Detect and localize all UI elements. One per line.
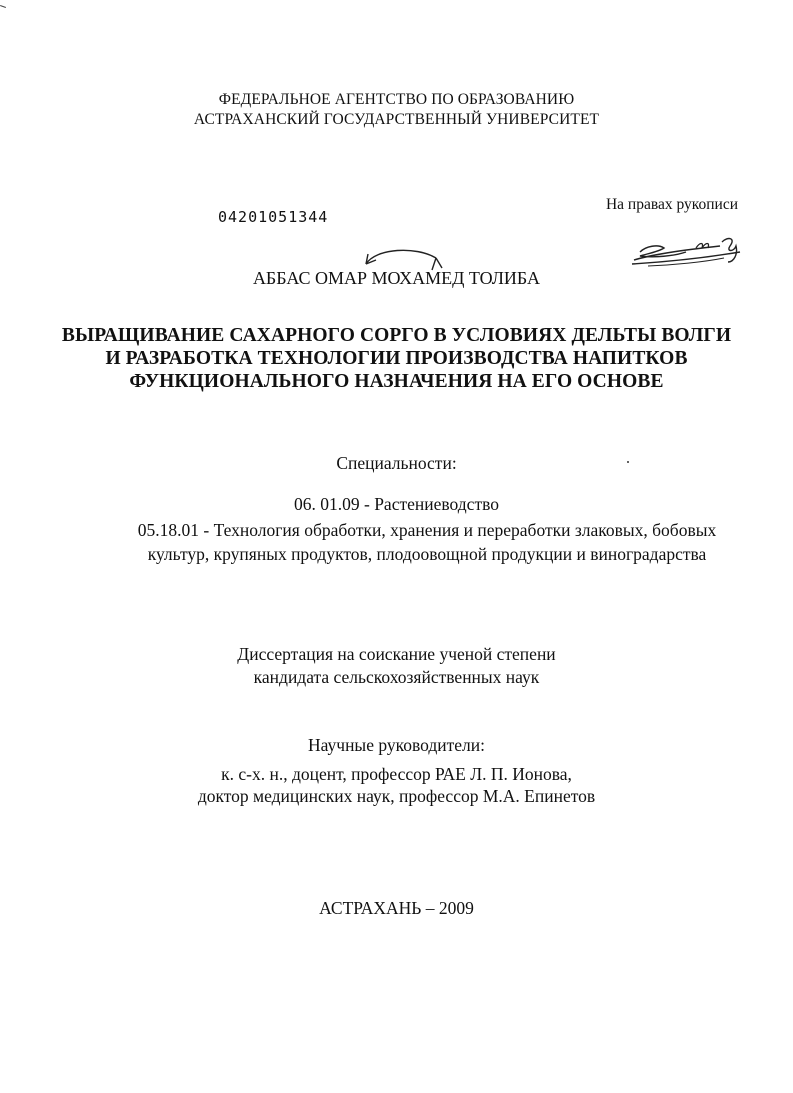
- dissertation-line-2: кандидата сельскохозяйственных наук: [253, 667, 540, 687]
- title-line-1: ВЫРАЩИВАНИЕ САХАРНОГО СОРГО В УСЛОВИЯХ ДЕЛЬТЫ ВОЛГИ: [61, 325, 732, 346]
- title-line-3: ФУНКЦИОНАЛЬНОГО НАЗНАЧЕНИЯ НА ЕГО ОСНОВЕ: [129, 371, 664, 392]
- supervisor-1: к. с-х. н., доцент, профессор РАЕ Л. П. Ионова,: [221, 764, 572, 784]
- specialty-item-1: 06. 01.09 - Растениеводство: [294, 494, 499, 514]
- signature-icon: [624, 232, 748, 272]
- specialty-item-2: 05.18.01 - Технология обработки, хранения и переработки злаковых, бобовых культур, крупяных продуктов, плодоовощной продукции и виноградарства: [137, 520, 717, 564]
- university-name: АСТРАХАНСКИЙ ГОСУДАРСТВЕННЫЙ УНИВЕРСИТЕТ: [193, 111, 600, 128]
- agency-name: ФЕДЕРАЛЬНОЕ АГЕНТСТВО ПО ОБРАЗОВАНИЮ: [218, 91, 575, 108]
- supervisor-2: доктор медицинских наук, профессор М.А. Епинетов: [197, 786, 596, 806]
- scan-dot: [627, 461, 629, 463]
- specialties-heading: Специальности:: [336, 453, 457, 473]
- scan-mark: [0, 5, 6, 8]
- city-year-footer: АСТРАХАНЬ – 2009: [319, 898, 474, 918]
- title-line-2: И РАЗРАБОТКА ТЕХНОЛОГИИ ПРОИЗВОДСТВА НАПИТКОВ: [105, 348, 688, 369]
- catalog-code: 04201051344: [218, 208, 329, 226]
- author-name: АББАС ОМАР МОХАМЕД ТОЛИБА: [252, 268, 541, 288]
- supervisors-heading: Научные руководители:: [308, 735, 485, 755]
- dissertation-line-1: Диссертация на соискание ученой степени: [237, 644, 556, 664]
- manuscript-rights-note: На правах рукописи: [605, 196, 738, 213]
